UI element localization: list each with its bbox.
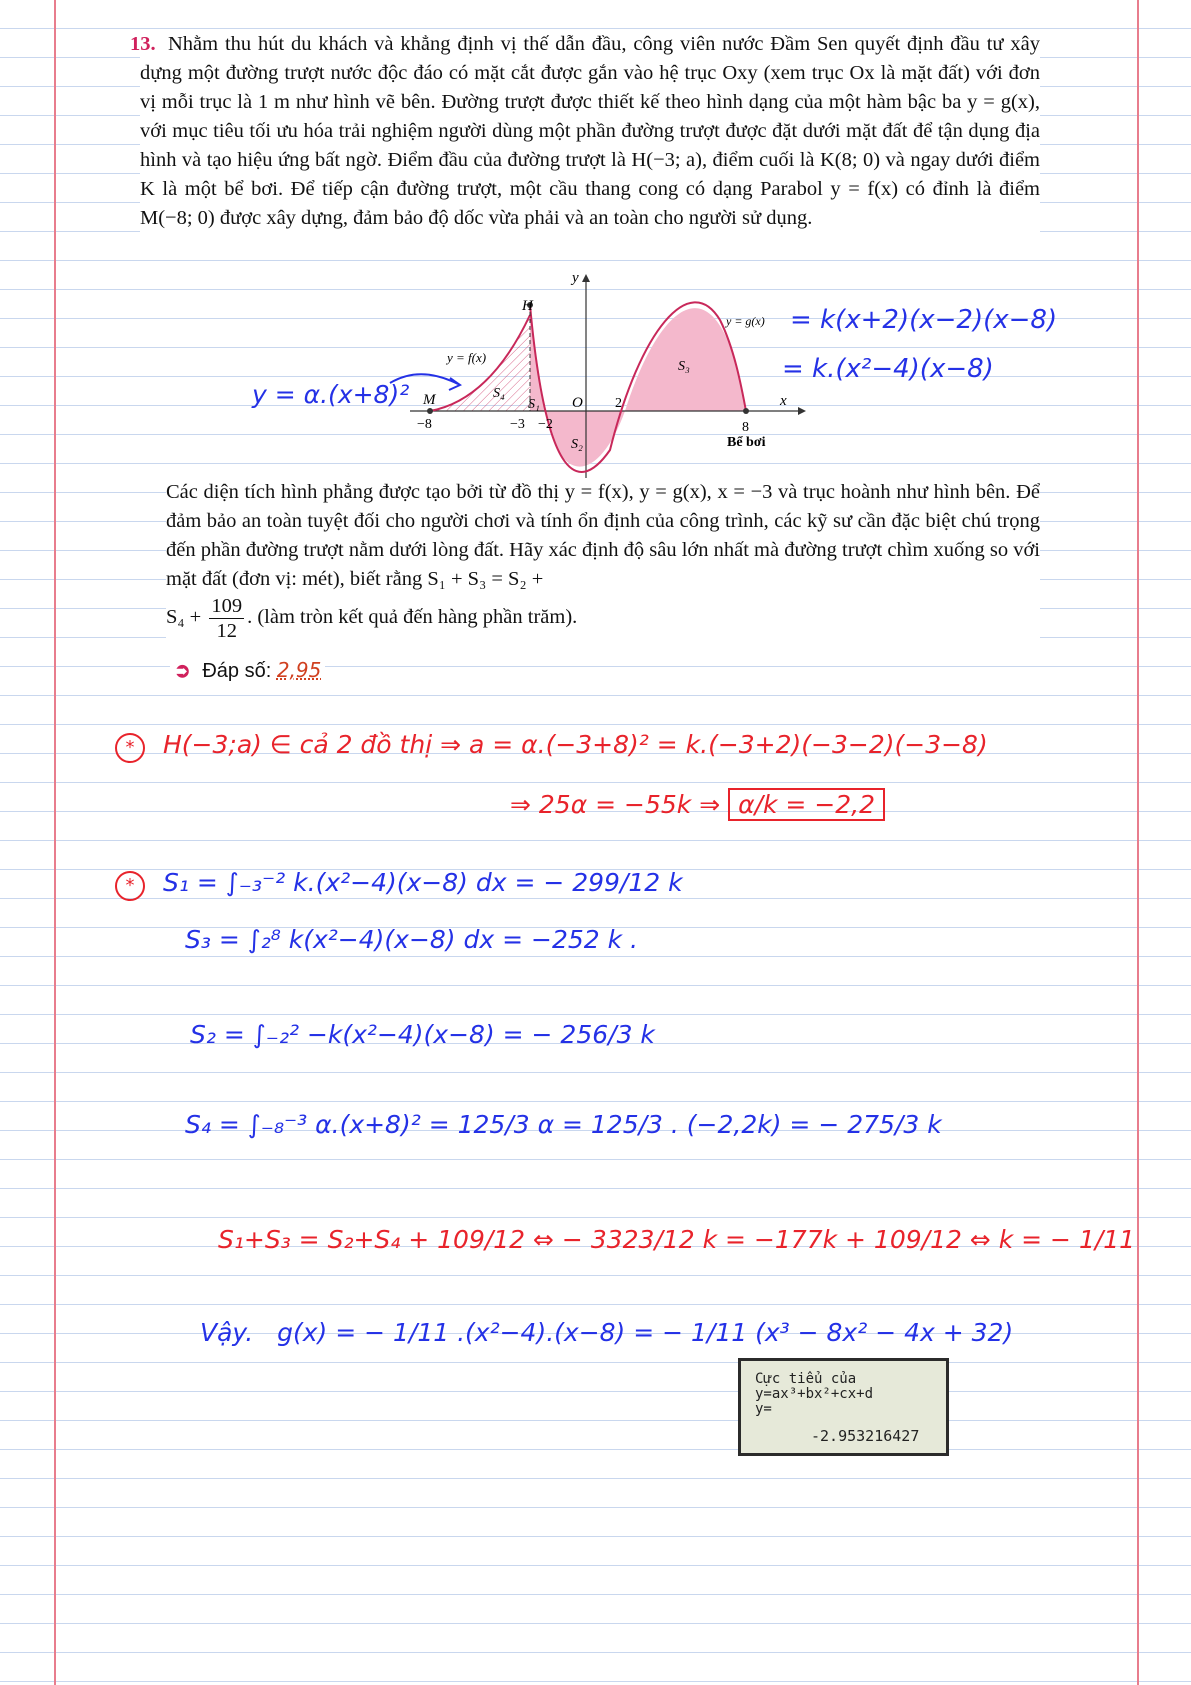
calc-result: -2.953216427 bbox=[811, 1427, 920, 1445]
label-pool: Bể bơi bbox=[727, 435, 766, 450]
left-margin-line bbox=[54, 0, 56, 1685]
tick-8: 8 bbox=[742, 420, 749, 435]
problem-number: 13. bbox=[130, 33, 156, 55]
solution-equation: S₁+S₃ = S₂+S₄ + 109/12 ⇔ − 3323/12 k = −177k + 109/12 ⇔ k = − 1/11 bbox=[218, 1225, 1136, 1254]
conclusion-label: Vậy. bbox=[200, 1318, 254, 1347]
problem-question bbox=[166, 478, 1040, 643]
calc-title: Cực tiểu của bbox=[755, 1371, 857, 1387]
label-S3: S₃ bbox=[678, 359, 690, 374]
ratio-box: α/k = −2,2 bbox=[728, 788, 885, 821]
star-bullet-icon-2: * bbox=[115, 871, 145, 901]
problem-text: Nhằm thu hút du khách và khẳng định vị thế dẫn đầu, công viên nước Đầm Sen quyết định đầu tư xây dựng một đường trượt nước độc đáo có mặt cắt được gắn vào hệ trục Oxy (xem trục Ox là mặt đất) với đơn vị mỗi trục là 1 m như hình vẽ bên. Đường trượt được thiết kế theo hình dạng của một hàm bậc ba y = g(x), với mục tiêu tối ưu hóa trải nghiệm người dùng một phần đường trượt được đặt dưới mặt đất để tận dụng địa hình và tạo hiệu ứng bất ngờ. Điểm đầu của đường trượt là H(−3; a), điểm cuối là K(8; 0) và ngay dưới điểm K là một bể bơi. Để tiếp cận đường trượt, một cầu thang cong có dạng Parabol y = f(x) có đỉnh là điểm M(−8; 0) được xây dựng, đảm bảo độ dốc vừa phải và an toàn cho người sử dụng. bbox=[140, 33, 1040, 229]
solution-line-2: ⇒ 25α = −55k ⇒ α/k = −2,2 bbox=[510, 790, 885, 819]
x-axis-label: x bbox=[780, 393, 787, 409]
answer-arrow-icon: ➲ bbox=[174, 660, 191, 682]
label-f: y = f(x) bbox=[447, 350, 487, 365]
solution-s2: S₂ = ∫₋₂² −k(x²−4)(x−8) = − 256/3 k bbox=[190, 1020, 655, 1049]
tick-2: 2 bbox=[615, 396, 622, 411]
hand-note-g-factored: = k(x+2)(x−2)(x−8) bbox=[790, 305, 1058, 335]
calc-formula: y=ax³+bx²+cx+d bbox=[755, 1386, 874, 1402]
label-S2: S₂ bbox=[571, 437, 583, 452]
answer-label: Đáp số: bbox=[202, 660, 272, 682]
tick-minus3: −3 bbox=[510, 417, 525, 432]
y-axis-label: y bbox=[572, 270, 579, 286]
tick-minus8: −8 bbox=[417, 417, 432, 432]
final-function: g(x) = − 1/11 .(x²−4).(x−8) = − 1/11 (x³ − 8x² − 4x + 32) bbox=[277, 1318, 1014, 1347]
label-M: M bbox=[423, 392, 436, 408]
answer-value: 2,95 bbox=[276, 658, 322, 682]
right-margin-line bbox=[1137, 0, 1139, 1685]
question-s4: S₄ + bbox=[166, 606, 202, 629]
label-S4: S₄ bbox=[493, 386, 505, 401]
star-bullet-icon: * bbox=[115, 733, 145, 763]
answer-line bbox=[170, 658, 325, 683]
solution-s4: S₄ = ∫₋₈⁻³ α.(x+8)² = 125/3 α = 125/3 . (−2,2k) = − 275/3 k bbox=[185, 1110, 942, 1139]
label-g: y = g(x) bbox=[726, 314, 765, 328]
label-H: H bbox=[522, 298, 533, 314]
question-text: Các diện tích hình phẳng được tạo bởi từ đồ thị y = f(x), y = g(x), x = −3 và trục hoành như hình bên. Để đảm bảo an toàn tuyệt đối cho người chơi và tính ổn định của công trình, các kỹ sư cần đặc biệt chú trọng đến phần đường trượt nằm dưới lòng đất. Hãy xác định độ sâu lớn nhất mà đường trượt chìm xuống so với mặt đất (đơn vị: mét), biết rằng S₁ + S₃ = S₂ + bbox=[166, 481, 1040, 590]
hand-note-g-expanded: = k.(x²−4)(x−8) bbox=[782, 354, 994, 384]
solution-line-1: * H(−3;a) ∈ cả 2 đồ thị ⇒ a = α.(−3+8)² = k.(−3+2)(−3−2)(−3−8) bbox=[115, 730, 988, 763]
hand-note-f: y = α.(x+8)² bbox=[252, 380, 410, 409]
problem-statement bbox=[130, 30, 1040, 233]
label-S1: S₁ bbox=[528, 397, 540, 412]
solution-s3: S₃ = ∫₂⁸ k(x²−4)(x−8) dx = −252 k . bbox=[185, 925, 638, 954]
question-rounding: . (làm tròn kết quả đến hàng phần trăm). bbox=[247, 606, 578, 629]
calc-y-label: y= bbox=[755, 1401, 772, 1417]
fraction-109-12: $\frac{109}{12}$ bbox=[211, 595, 243, 642]
tick-minus2: −2 bbox=[538, 417, 553, 432]
solution-s1: * S₁ = ∫₋₃⁻² k.(x²−4)(x−8) dx = − 299/12 k bbox=[115, 868, 683, 901]
calculator-display bbox=[738, 1358, 949, 1456]
label-O: O bbox=[572, 395, 583, 411]
solution-final bbox=[200, 1318, 1013, 1347]
